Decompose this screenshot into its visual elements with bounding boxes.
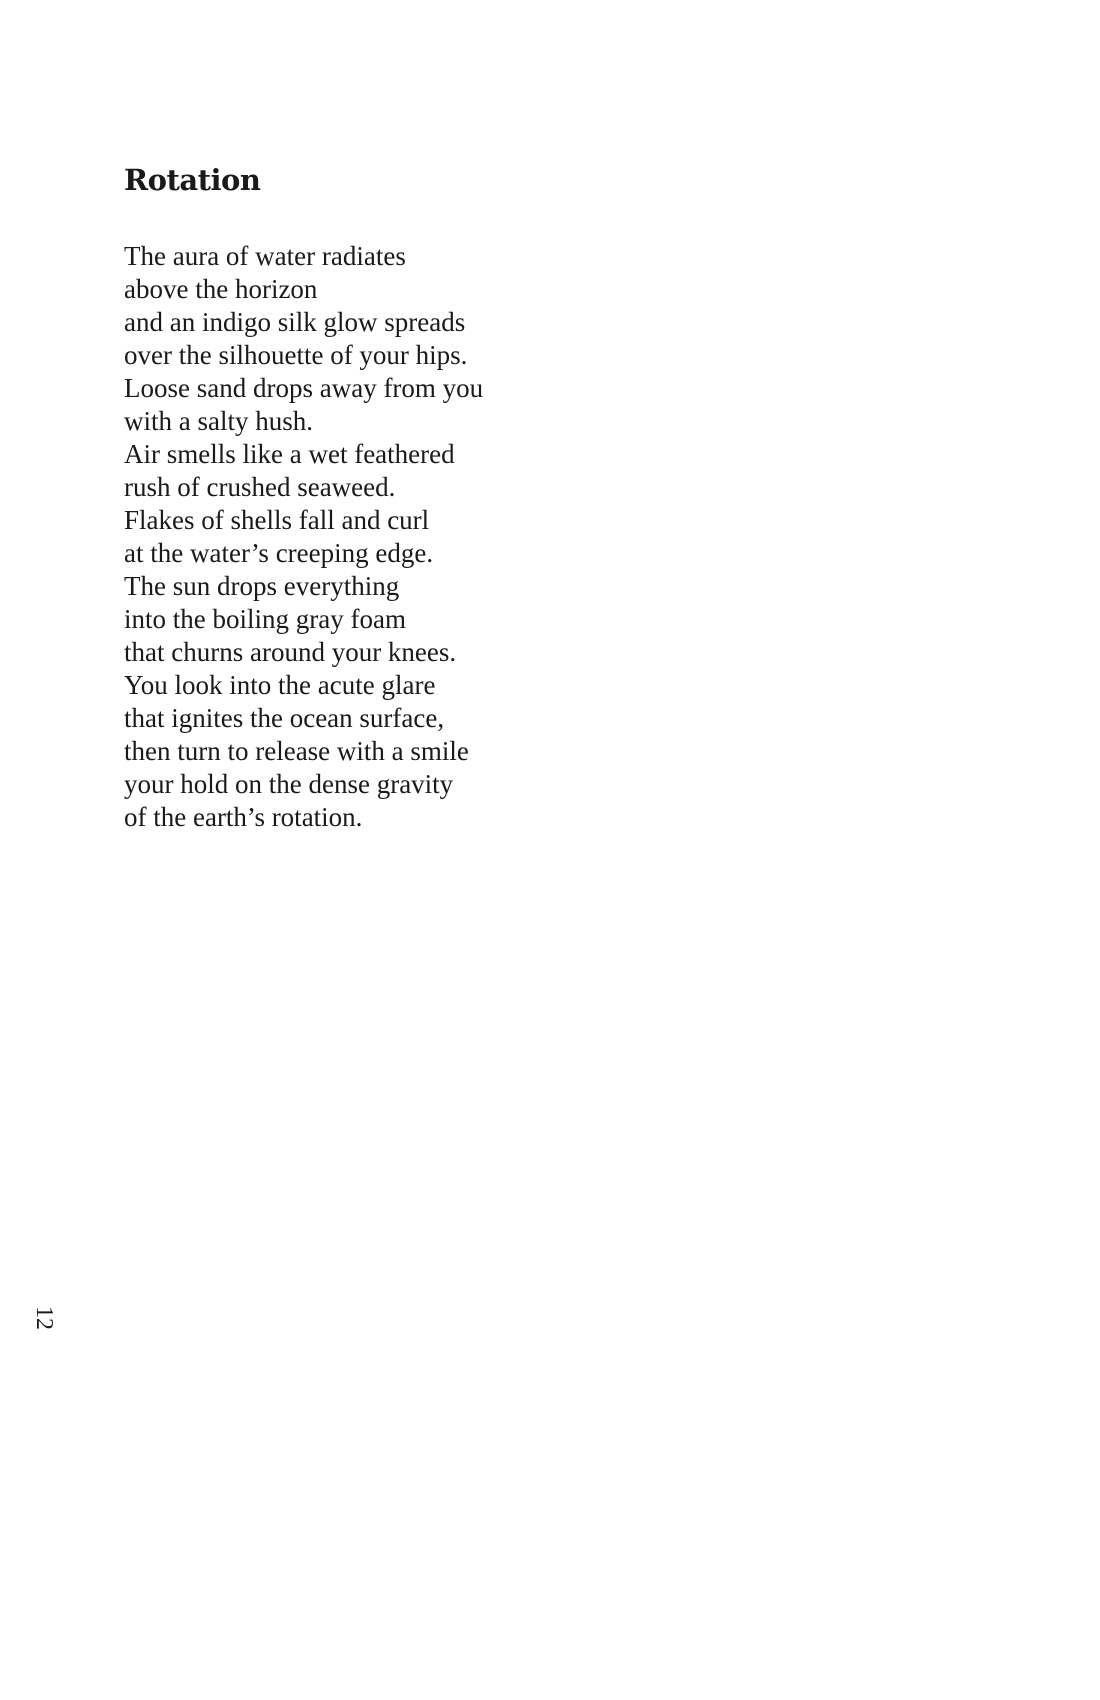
poem-line: that churns around your knees. bbox=[124, 637, 457, 667]
poem-line: over the silhouette of your hips. bbox=[124, 340, 468, 370]
poem-line: Loose sand drops away from you bbox=[124, 373, 484, 403]
poem-line: rush of crushed seaweed. bbox=[124, 472, 396, 502]
poem-line: of the earth’s rotation. bbox=[124, 802, 363, 832]
poem-line: at the water’s creeping edge. bbox=[124, 538, 434, 568]
poem-line: into the boiling gray foam bbox=[124, 604, 406, 634]
poem-line: You look into the acute glare bbox=[124, 670, 436, 700]
poem-line: The aura of water radiates bbox=[124, 241, 406, 271]
poem-line: your hold on the dense gravity bbox=[124, 769, 454, 799]
page-number: 12 bbox=[31, 1306, 57, 1330]
poem-line: The sun drops everything bbox=[124, 571, 400, 601]
poem-line: that ignites the ocean surface, bbox=[124, 703, 445, 733]
poem-line: Flakes of shells fall and curl bbox=[124, 505, 430, 535]
poem-line: with a salty hush. bbox=[124, 406, 313, 436]
poem-line: and an indigo silk glow spreads bbox=[124, 307, 466, 337]
poem-line: then turn to release with a smile bbox=[124, 736, 469, 766]
poem-line: above the horizon bbox=[124, 274, 318, 304]
poem-line: Air smells like a wet feathered bbox=[124, 439, 455, 469]
poem-body bbox=[124, 240, 483, 834]
poem-title: Rotation bbox=[124, 163, 261, 197]
